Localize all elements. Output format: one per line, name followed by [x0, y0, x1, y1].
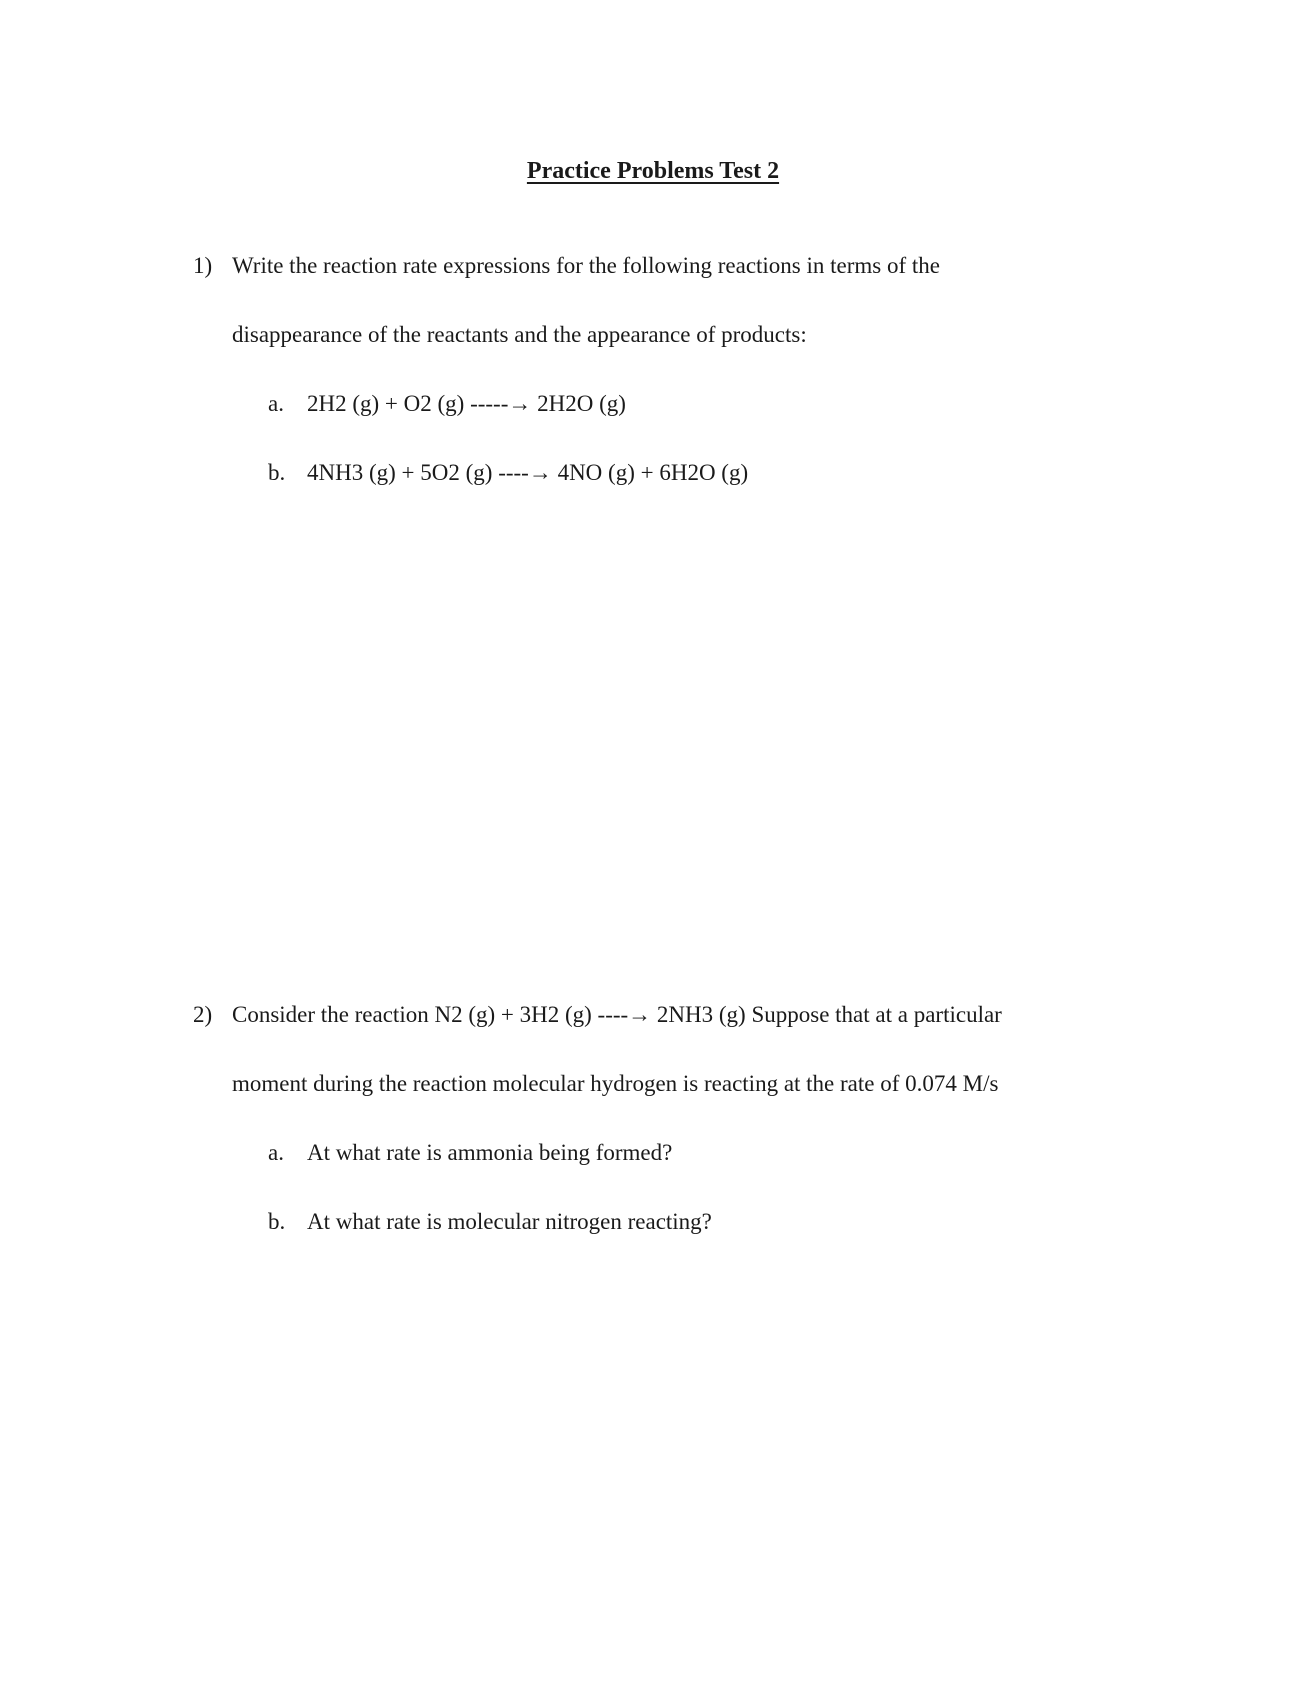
question-text-line: disappearance of the reactants and the appearance of products: [232, 322, 807, 347]
reaction-equation: 4NH3 (g) + 5O2 (g) ----→ 4NO (g) + 6H2O (g) [307, 460, 749, 485]
sub-question-text: At what rate is molecular nitrogen reacting? [307, 1209, 712, 1234]
part-marker: a. [268, 1140, 284, 1165]
question-number: 1) [193, 253, 213, 278]
reaction-equation: 2H2 (g) + O2 (g) -----→ 2H2O (g) [307, 391, 626, 416]
part-marker: b. [268, 1209, 286, 1234]
question-text-line: Write the reaction rate expressions for the following reactions in terms of the [232, 253, 941, 278]
part-marker: b. [268, 460, 286, 485]
page-title: Practice Problems Test 2 [526, 158, 780, 184]
question-text-line: Consider the reaction N2 (g) + 3H2 (g) ----→ 2NH3 (g) Suppose that at a particular [232, 1002, 1002, 1027]
question-text-line: moment during the reaction molecular hydrogen is reacting at the rate of 0.074 M/s [232, 1071, 999, 1096]
part-marker: a. [268, 391, 284, 416]
sub-question-text: At what rate is ammonia being formed? [307, 1140, 673, 1165]
question-number: 2) [193, 1002, 213, 1027]
